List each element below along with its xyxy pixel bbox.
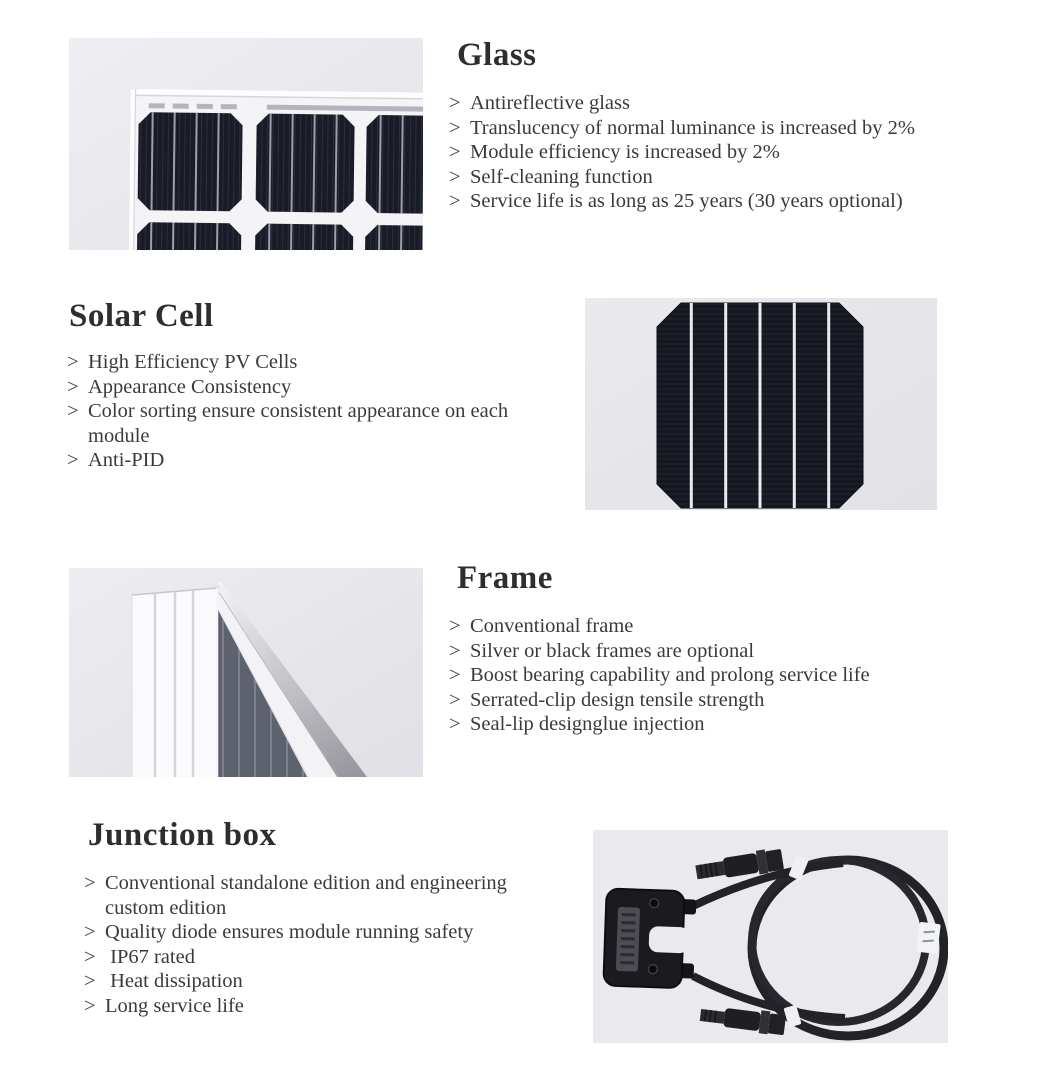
bullet-text: Boost bearing capability and prolong service life xyxy=(470,664,870,687)
bullet-marker: > xyxy=(449,615,461,637)
section-title-frame: Frame xyxy=(457,560,553,596)
bullet-item xyxy=(449,140,1045,165)
bullet-item xyxy=(449,663,1045,688)
bullet-text: Long service life xyxy=(105,994,244,1017)
bullet-text: Color sorting ensure consistent appearance on each module xyxy=(88,400,514,447)
bullet-text: Appearance Consistency xyxy=(88,375,292,398)
bullet-marker: > xyxy=(84,945,96,968)
bullet-text: Quality diode ensures module running safety xyxy=(105,921,474,944)
junction-box-illustration xyxy=(593,830,948,1043)
glass-corner-illustration xyxy=(69,38,423,250)
box-screw xyxy=(648,965,657,974)
bullet-item xyxy=(84,969,552,994)
bullet-marker: > xyxy=(449,165,461,188)
bullet-marker: > xyxy=(449,639,461,662)
bullet-item xyxy=(449,688,1045,713)
bullet-text: High Efficiency PV Cells xyxy=(88,351,298,373)
junction-box-body xyxy=(603,888,696,988)
glass-bullet-list xyxy=(449,91,1045,214)
bullet-text: Anti-PID xyxy=(88,449,165,472)
panel-corner xyxy=(128,89,423,250)
bullet-item xyxy=(67,448,553,473)
section-title-glass: Glass xyxy=(457,37,537,73)
bullet-marker: > xyxy=(449,713,461,736)
bullet-text: IP67 rated xyxy=(105,945,195,968)
bullet-text: Service life is as long as 25 years (30 years optional) xyxy=(470,190,903,213)
bullet-text: Heat dissipation xyxy=(105,970,243,993)
bullet-marker: > xyxy=(67,400,79,423)
junction-box-bullet-list xyxy=(84,871,552,1019)
frame-corner-photo xyxy=(69,568,423,777)
bullet-item xyxy=(67,399,553,448)
section-title-solar-cell: Solar Cell xyxy=(69,298,214,334)
bullet-marker: > xyxy=(449,116,461,139)
bullet-item xyxy=(449,165,1045,190)
bullet-item xyxy=(449,614,1045,639)
bullet-text: Translucency of normal luminance is increased by 2% xyxy=(470,116,915,139)
bullet-marker: > xyxy=(84,921,96,944)
bullet-item xyxy=(449,91,1045,116)
bullet-item xyxy=(449,639,1045,664)
bullet-marker: > xyxy=(449,92,461,114)
bullet-marker: > xyxy=(84,872,96,894)
bullet-item xyxy=(449,116,1045,141)
bullet-marker: > xyxy=(84,970,96,993)
bullet-text: Silver or black frames are optional xyxy=(470,639,755,662)
bullet-text: Seal-lip designglue injection xyxy=(470,713,705,736)
bullet-text: Serrated-clip design tensile strength xyxy=(470,688,765,711)
bullet-item xyxy=(84,920,552,945)
frame-corner-illustration xyxy=(69,568,423,777)
bullet-marker: > xyxy=(67,351,79,373)
solar-cell-illustration xyxy=(585,298,937,510)
bullet-marker: > xyxy=(449,664,461,687)
section-title-junction-box: Junction box xyxy=(88,817,277,853)
bullet-marker: > xyxy=(67,375,79,398)
bullet-item xyxy=(449,189,1045,214)
bullet-item xyxy=(67,375,553,400)
bullet-marker: > xyxy=(449,688,461,711)
bullet-item xyxy=(67,350,553,375)
bullet-text: Conventional standalone edition and engineering custom edition xyxy=(105,872,513,919)
bullet-text: Module efficiency is increased by 2% xyxy=(470,141,780,164)
bullet-marker: > xyxy=(67,449,79,472)
bullet-marker: > xyxy=(449,190,461,213)
bullet-item xyxy=(449,712,1045,737)
glass-corner-photo xyxy=(69,38,423,250)
bullet-text: Conventional frame xyxy=(470,615,634,637)
solar-cell-photo xyxy=(585,298,937,510)
bullet-marker: > xyxy=(84,994,96,1017)
frame-bullet-list xyxy=(449,614,1045,737)
bullet-text: Self-cleaning function xyxy=(470,165,653,188)
bullet-item xyxy=(84,945,552,970)
box-screw xyxy=(650,899,659,908)
bullet-marker: > xyxy=(449,141,461,164)
junction-box-photo xyxy=(593,830,948,1043)
solar-cell-bullet-list xyxy=(67,350,553,473)
bullet-item xyxy=(84,994,552,1019)
bullet-item xyxy=(84,871,552,920)
bullet-text: Antireflective glass xyxy=(470,92,630,114)
